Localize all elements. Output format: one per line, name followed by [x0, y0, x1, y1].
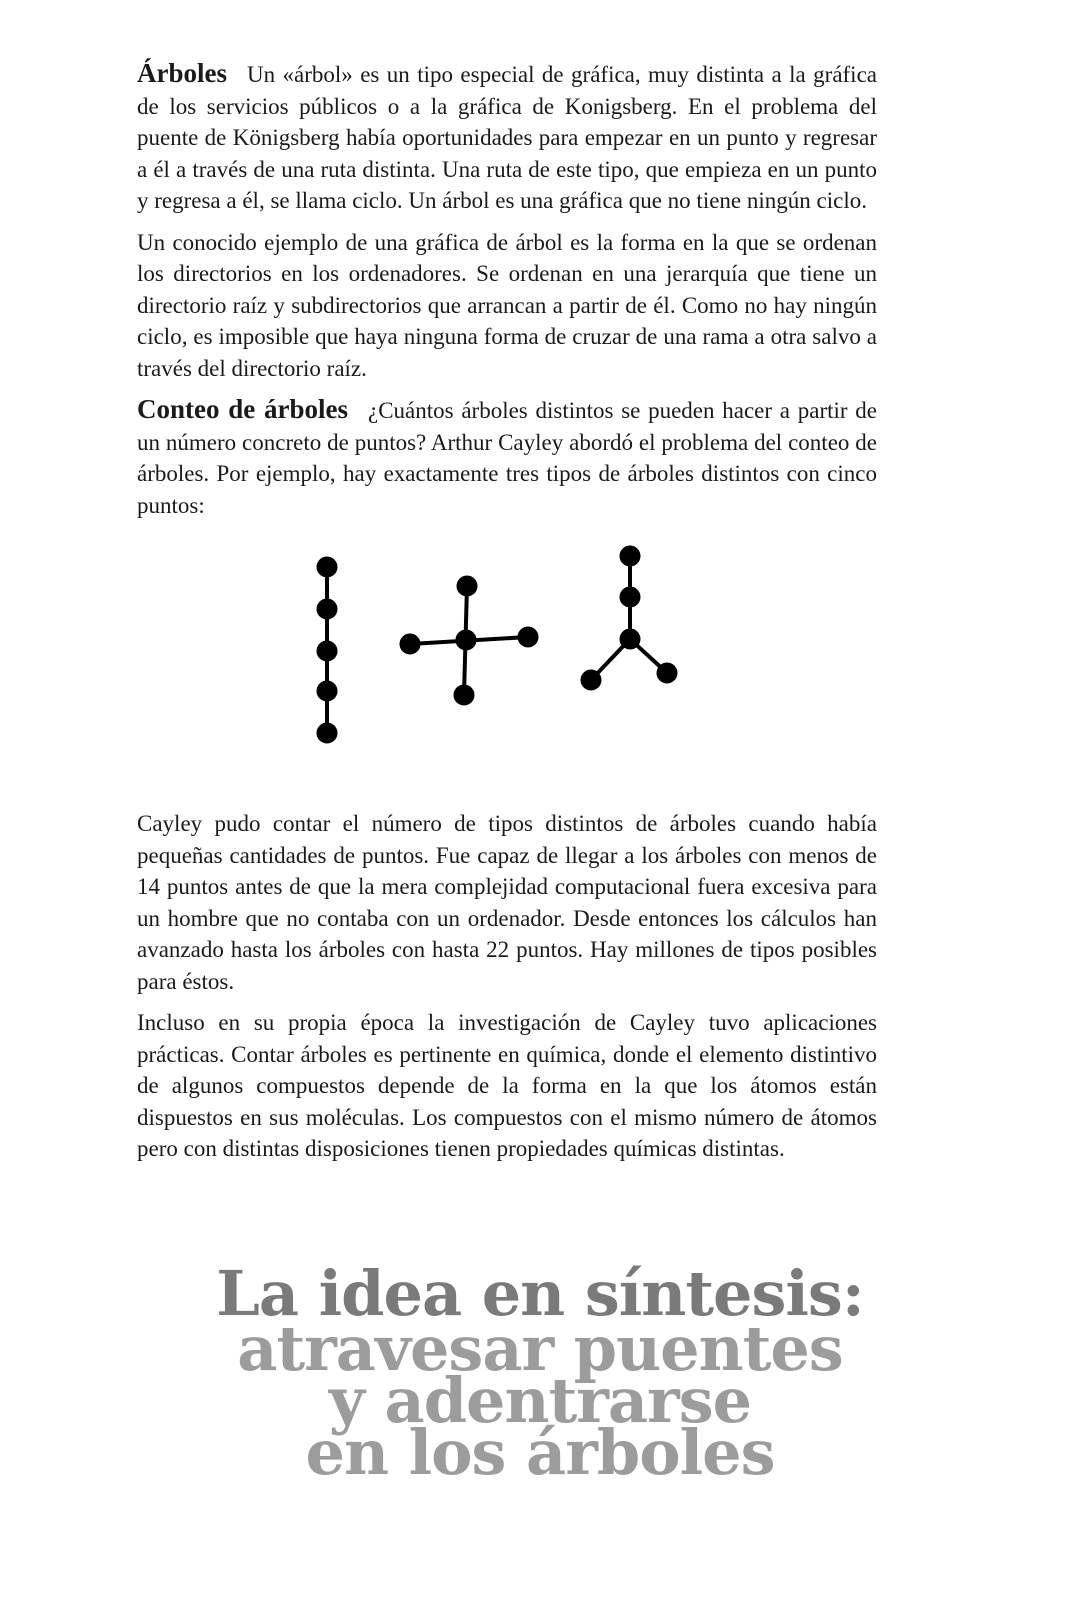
- summary-line-2: atravesar puentes: [237, 1312, 843, 1385]
- tree-node: [319, 683, 336, 700]
- tree-node: [319, 601, 336, 618]
- paragraph-text: ¿Cuántos árboles distintos se pueden hacer a partir de un número concreto de puntos? Arthur Cayley abordó el problema del conteo de árboles. Por ejemplo, hay exactamente tres tipos de árboles distintos con cinco puntos:: [137, 398, 878, 518]
- tree-node: [659, 665, 676, 682]
- tree-path: [319, 559, 336, 742]
- tree-fork: [583, 548, 676, 689]
- trees-figure: [137, 531, 877, 796]
- tree-node: [458, 632, 475, 649]
- tree-node: [622, 631, 639, 648]
- paragraph-directorios: [137, 227, 877, 385]
- section-heading-conteo: Conteo de árboles: [137, 394, 348, 424]
- tree-node: [456, 687, 473, 704]
- tree-node: [319, 559, 336, 576]
- tree-node: [622, 589, 639, 606]
- summary-line-3: y adentrarse: [328, 1364, 752, 1437]
- tree-node: [520, 629, 537, 646]
- tree-node: [402, 636, 419, 653]
- paragraph-text: Un «árbol» es un tipo especial de gráfica, muy distinta a la gráfica de los servicios públicos o a la gráfica de Konigsberg. En el problema del puente de Königsberg había oportunidades para empezar en un punto y regresar a él a través de una ruta distinta. Una ruta de este tipo, que empieza en un punto y regresa a él, se llama ciclo. Un árbol es una gráfica que no tiene ningún ciclo.: [137, 62, 877, 213]
- article-body: [137, 58, 877, 1175]
- paragraph-text: Incluso en su propia época la investigación de Cayley tuvo aplicaciones prácticas. Contar árboles es pertinente en química, donde el elemento distintivo de algunos compuestos depende de la forma en la que los átomos están dispuestos en sus moléculas. Los compuestos con el mismo número de átomos pero con distintas disposiciones tienen propiedades químicas distintas.: [137, 1010, 877, 1161]
- tree-node: [459, 578, 476, 595]
- tree-node: [319, 725, 336, 742]
- tree-node: [583, 672, 600, 689]
- tree-node: [622, 548, 639, 565]
- tree-node: [319, 643, 336, 660]
- paragraph-aplicaciones: [137, 1007, 877, 1165]
- paragraph-cayley: [137, 808, 877, 997]
- paragraph-arboles: [137, 58, 877, 217]
- trees-illustration: [137, 531, 877, 796]
- summary-callout: [0, 1257, 1080, 1489]
- paragraph-text: Cayley pudo contar el número de tipos distintos de árboles cuando había pequeñas cantidades de puntos. Fue capaz de llegar a los árboles con menos de 14 puntos antes de que la mera complejidad computacional fuera excesiva para un hombre que no contaba con un ordenador. Desde entonces los cálculos han avanzado hasta los árboles con hasta 22 puntos. Hay millones de tipos posibles para éstos.: [137, 811, 877, 994]
- section-heading-arboles: Árboles: [137, 58, 227, 88]
- summary-line-4: en los árboles: [305, 1416, 775, 1489]
- paragraph-conteo: [137, 394, 877, 521]
- tree-cross: [402, 578, 537, 704]
- summary-line-1: La idea en síntesis:: [216, 1257, 864, 1330]
- paragraph-text: Un conocido ejemplo de una gráfica de árbol es la forma en la que se ordenan los directorios en los ordenadores. Se ordenan en una jerarquía que tiene un directorio raíz y subdirectorios que arrancan a partir de él. Como no hay ningún ciclo, es imposible que haya ninguna forma de cruzar de una rama a otra salvo a través del directorio raíz.: [137, 229, 877, 381]
